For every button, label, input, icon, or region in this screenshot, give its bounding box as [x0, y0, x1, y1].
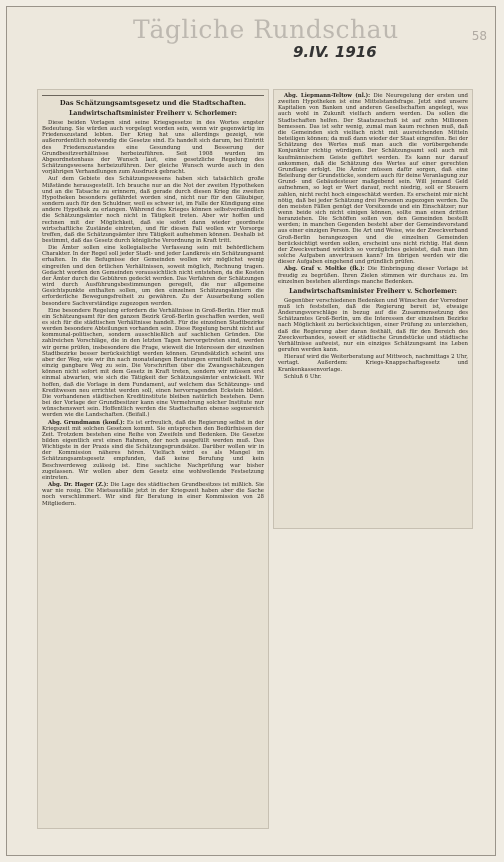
- article-headline: Das Schätzungsamtsgesetz und die Stadtschaften.: [59, 99, 247, 107]
- paragraph: Auf dem Gebiete des Schätzungswesens haben sich tatsächlich große Mißstände herausgestellt. Ich brauche nur an die Not der zweiten Hypotheken und an die Tatsache zu erinnern, daß gerade durch diesen Krieg die zweiten Hypotheken besonders gefährdet worden sind, nicht nur für den Gläubiger, sondern auch für den Schuldner, weil es schwer ist, im Falle der Kündigung eine andere Hypothek zu erlangen. Während des Krieges können selbstverständlich die Schätzungsämter noch nicht in Tätigkeit treten. Aber wir hoffen und rechnen mit der Möglichkeit, daß sie sofort dann wieder geordnete wirtschaftliche Zustände eintreten, und für diesen Fall wollen wir Vorsorge treffen, daß die Schätzungsämter ihre Tätigkeit aufnehmen können. Deshalb ist bestimmt, daß das Gesetz durch königliche Verordnung in Kraft tritt.: [42, 176, 264, 244]
- speaker-paragraph: [42, 482, 264, 507]
- speaker-name: Abg. Dr. Hager (Z.):: [48, 482, 109, 489]
- paragraph: Gegenüber verschiedenen Bedenken und Wünschen der Vorredner muß ich feststellen, daß die Regierung bereit ist, etwaige Änderungsvorschläge in bezug auf die Zusammensetzung des Schätzamtes Groß-Berlin, um die Interessen der einzelnen Bezirke nach Möglichkeit zu berücksichtigen, einer Prüfung zu unterziehen, daß die Regierung aber daran festhält, daß für den Bereich des Zweckverbandes, soweit er städtische Grundstücke und städtische Verhältnisse aufweist, nur ein einziges Schätzungsamt ins Leben gerufen werden kann.: [278, 297, 468, 354]
- speaker-heading: Landwirtschaftsminister Freiherr v. Schorlemer:: [69, 110, 237, 117]
- paragraph-text: Es ist erfreulich, daß die Regierung selbst in der Kriegszeit mit solchen Gesetzen kommt. Sie entsprechen den Bedürfnissen der Zeit. Trotzdem bestehen eine Reihe von Zweifeln und Bedenken. Die Gesetze bilden eigentlich erst einen Rahmen, der noch ausgefüllt werden muß. Das Wichtigste in der Praxis sind die Schätzungsgrundsätze. Darüber wollen wir in der Kommission näheres hören. Vielfach wird es als Mangel im Schätzungsamtsgesetz empfunden, daß keine Berufung und kein Beschwerdeweg zulässig ist. Eine sachliche Nachprüfung war bisher zugelassen. Wir wollen aber dem Gesetz eine wohlwollende Festsetzung eintreten.: [42, 419, 264, 481]
- paragraph: Die Ämter sollen eine kollegialische Verfassung sein mit behördlichem Charakter. In der Regel soll jeder Stadt- und jeder Landkreis ein Schätzungsamt erhalten. In die Befugnisse der Gemeinden wollen wir möglichst wenig eingreifen und den örtlichen Verhältnissen, soweit möglich, Rechnung tragen. Gedacht worden den Gemeinden voraussichtlich nicht entstehen, da die Kosten der Ämter durch die Gebühren gedeckt werden. Das Verfahren der Schätzungen wird durch Ausführungsbestimmungen geregelt, die nur allgemeine Gesichtspunkte enthalten sollen, um den einzelnen Schätzungsämtern die erforderliche Bewegungsfreiheit zu gewähren. Zu der Ausarbeitung sollen besondere Sachverständige zugezogen werden.: [42, 245, 264, 307]
- article-right-column: [273, 89, 473, 529]
- speaker-paragraph: [42, 420, 264, 482]
- speaker-paragraph: [278, 266, 468, 284]
- paragraph-text: Die Lage des städtischen Grundbesitzes ist mißlich. Sie war nie rosig. Die Mietsausfälle jetzt in der Kriegszeit haben aber die Sache noch verschlimmert. Wir sind für Beratung in einer Kommission von 28 Mitgliedern.: [42, 482, 264, 507]
- paragraph: Schluß 6 Uhr.: [284, 373, 322, 380]
- paragraph-text: Die Neuregelung der ersten und zweiten Hypotheken ist eine Mittelstandsfrage. Jetzt sind unsere Kapitalien von Banken und anderen Gesellschaften angelegt, was auch wohl in Zukunft vielfach andern werden. Da sollen die Stadtschaften helfen. Der Staatszuschuß ist auf zehn Millionen bemessen. Das ist sehr wenig, zumal man kaum rechnen muß, daß die Gemeinden sich vielfach nicht mit ausreichenden Mitteln beteiligen können; da muß dann wieder der Staat eingreifen. Bei der Schätzung des Wertes muß man auch die vorübergehende Konjunktur richtig würdigen. Der Schätzungsamt soll auch mit kaufmännischem Geiste geführt werden. Es kann nur darauf ankommen, daß die Schätzung des Wertes auf einer gerechten Grundlage erfolgt. Die Ämter müssen dafür sorgen, daß eine Beleihung der Grundstücke, sondern auch für deine Veranlagung zur Grund- und Gebäudesteuer maßgebend sein. Will jemand Geld aufnehmen, so legt er Wert darauf, recht niedrig, soll er Steuern zahlen, nicht recht hoch eingeschätzt werden. Es erscheint mir nicht nötig, daß bei jeder Schätzung drei Personen zugezogen werden. Da den meisten Fällen genügt der Vorsitzende und ein Einschätzer; nur wenn beide sich nicht einigen können, sollte man einen dritten heranziehen. Die Schöffen sollen von den Gemeinden bestellt werden; in manchen Gegenden besteht aber der Gemeindevorstand aus einer einzigen Person. Die Art und Weise, wie der Zweckverband Groß-Berlin herangezogen und die einzelnen Gemeinden berücksichtigt werden sollen, erscheint uns nicht richtig. Hat denn der Zweckverband wirklich so vorzügliches geleistet, daß man ihm solche Aufgaben anvertrauen kann? Im übrigen werden wir die dieser Aufgaben eingehend und gründlich prüfen.: [278, 93, 468, 266]
- paragraph: Eine besondere Regelung erfordern die Verhältnisse in Groß-Berlin. Hier muß ein Schätzungsamt für den ganzen Bezirk Groß-Berlin geschaffen werden, weil es sich für die städtischen Verhältnisse handelt. Für die einzelnen Stadtbezirke werden besondere Abteilungen vorhanden sein. Diese Regelung beruht nicht auf kommunal-politischen, sondern ausschließlich auf sachlichen Gründen. Die zahlreichen Vorschläge, die in den letzten Tagen hervorgetreten sind, werden wir gerne prüfen, insbesondere die Frage, wieweit die Interessen der einzelnen Stadtbezirke besser berücksichtigt werden können. Grundsätzlich scheint uns aber der Weg, wie wir ihn nach monatelangen Beratungen ermittelt haben, der einzig gangbare Weg zu sein. Die Vorschriften über die Zwangsschätzungen können nicht sofort mit dem Gesetz in Kraft treten, sondern wir müssen erst einmal abwarten, wie sich die Tätigkeit der Schätzungsämter entwickelt. Wir hoffen, daß die Vorlage in dem Fundament, auf welchem das Schätzungs- und Kreditwesen neu errichtet werden soll, einen hervorragenden Eckstein bildet. Die vorhandenen städtischen Kreditinstitute bleiben natürlich bestehen. Denn bei der Vorlage der Grundbesitzer kann eine Vermehrung solcher Institute nur wünschenswert sein. Hoffentlich werden die Stadtschaften ebenso segensreich werden wie die Landschaften. (Beifall.): [42, 307, 264, 419]
- masthead: Tägliche Rundschau: [133, 15, 399, 44]
- paragraph-group-6: [278, 298, 468, 380]
- top-rule: [42, 95, 264, 97]
- paragraph-group-1: [42, 120, 264, 419]
- speaker-name: Abg. Graf v. Moltke (fk.):: [284, 266, 365, 273]
- newspaper-sheet: [6, 6, 496, 856]
- paragraph: Diese beiden Vorlagen sind seine Kriegsgesetze in des Wortes engster Bedeutung. Sie würden auch vorgelegt worden sein, wenn wir gegenwärtig im Friedenszustand lebten. Der Krieg hat uns allerdings gezeigt, wie außerordentlich notwendig die Gesetze sind. Es handelt sich darum, bei Eintritt des Friedenszustandes eine Gesundung und Besserung der Grundbesitzverhältnisse herbeizuführen. Seit 1908 wurden im Abgeordnetenhaus der Wunsch laut, eine gesetzliche Regelung des Schätzungswesens herbeizuführen. Der gleiche Wunsch wurde auch in den vorjährigen Verhandlungen zum Ausdruck gebracht.: [42, 120, 264, 176]
- speaker-paragraph: [278, 93, 468, 265]
- speaker-name: Abg. Liepmann-Teltow (nl.):: [284, 93, 371, 99]
- speaker-heading: Landwirtschaftsminister Freiherr v. Schorlemer:: [289, 287, 457, 295]
- paragraph-text: Die Einbringung dieser Vorlage ist freudig zu begrüßen. Ihren Zielen stimmen wir durchaus zu. Im einzelnen bestehen allerdings manche Bedenken.: [278, 266, 468, 285]
- speaker-name: Abg. Grundmann (konf.):: [48, 419, 125, 426]
- handwritten-date: 9.IV. 1916: [293, 43, 377, 61]
- page-number: 58: [471, 29, 487, 43]
- paragraph: Hierauf wird die Weiterberatung auf Mittwoch, nachmittags 2 Uhr, vertagt. Außerdem: Kriegs-Knappschaftsgesetz und Krankenkassenvorlage.: [278, 354, 468, 373]
- article-left-column: [37, 89, 269, 829]
